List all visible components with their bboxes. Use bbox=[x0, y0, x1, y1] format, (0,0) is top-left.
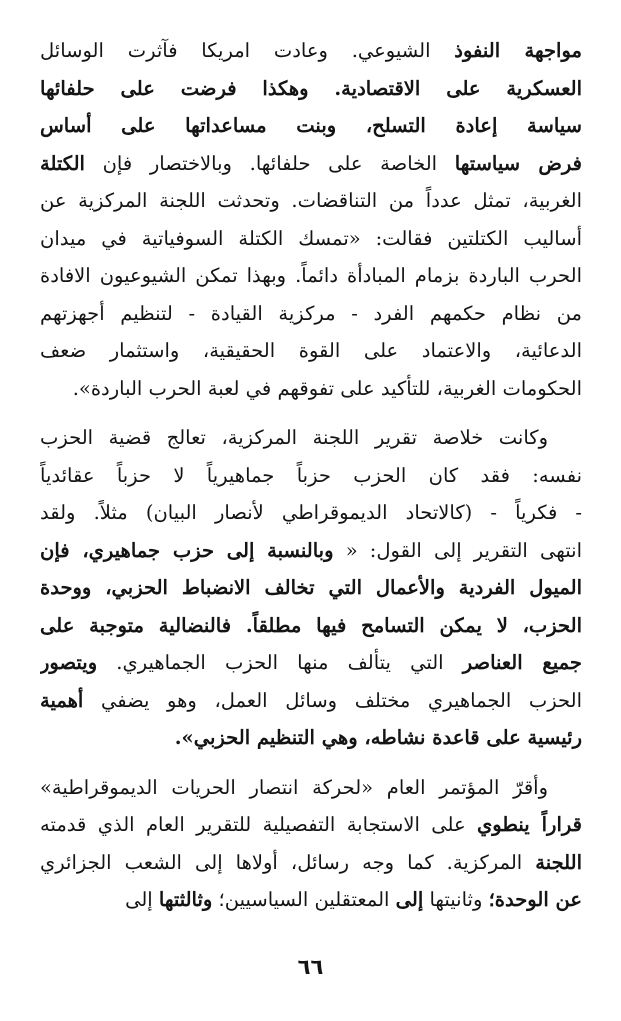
bold-text: قراراً ينطوي bbox=[477, 813, 582, 836]
bold-text: مواجهة النفوذ bbox=[454, 39, 582, 62]
text-line bbox=[40, 844, 582, 882]
body-text: المعتقلين السياسيين؛ bbox=[212, 888, 396, 911]
bold-text: رئيسية على قاعدة نشاطه، وهي التنظيم الحزبي». bbox=[174, 726, 582, 749]
text-line bbox=[40, 257, 582, 295]
document-page bbox=[40, 32, 582, 919]
page-number: ٦٦ bbox=[297, 955, 324, 979]
text-line bbox=[40, 806, 582, 844]
bold-text: عن الوحدة؛ bbox=[488, 888, 582, 911]
text-line bbox=[40, 419, 582, 457]
bold-text: سياسة إعادة التسلح، وبنت مساعداتها على أساس bbox=[40, 114, 582, 137]
paragraph bbox=[40, 419, 582, 757]
body-text: الدعائية، والاعتماد على القوة الحقيقية، واستثمار ضعف bbox=[40, 339, 582, 362]
body-text: وكانت خلاصة تقرير اللجنة المركزية، تعالج قضية الحزب bbox=[40, 426, 548, 449]
text-line bbox=[40, 70, 582, 108]
body-text: نفسه: فقد كان الحزب حزباً جماهيرياً لا حزباً عقائدياً bbox=[40, 463, 582, 487]
bold-text: أهمية bbox=[40, 688, 84, 712]
bold-text: إلى bbox=[395, 888, 424, 911]
body-text: المركزية. كما وجه رسائل، أولاها إلى الشعب الجزائري bbox=[40, 850, 536, 874]
text-body bbox=[40, 32, 582, 919]
text-line bbox=[40, 532, 582, 570]
body-text: إلى bbox=[125, 888, 159, 911]
text-line bbox=[40, 644, 582, 682]
bold-text: وبالنسبة إلى حزب جماهيري، فإن bbox=[40, 538, 334, 562]
text-line bbox=[40, 682, 582, 720]
text-line bbox=[40, 494, 582, 532]
text-line bbox=[40, 370, 582, 408]
bold-text: جميع العناصر bbox=[462, 651, 582, 674]
text-line bbox=[40, 220, 582, 258]
body-text: على الاستجابة التفصيلية للتقرير العام الذي قدمته bbox=[40, 813, 478, 836]
body-text: الخاصة على حلفائها. وبالاختصار فإن bbox=[84, 151, 455, 175]
bold-text: وثالثتها bbox=[158, 888, 213, 911]
text-line bbox=[40, 769, 582, 807]
paragraph bbox=[40, 32, 582, 407]
body-text: وثانيتها bbox=[423, 888, 489, 911]
text-line bbox=[40, 719, 582, 757]
bold-text: الكتلة bbox=[40, 151, 85, 175]
body-text: الغربية، تمثل عدداً من التناقضات. وتحدثت اللجنة المركزية عن bbox=[40, 189, 582, 212]
text-line bbox=[40, 32, 582, 70]
text-line bbox=[40, 569, 582, 607]
text-line bbox=[40, 457, 582, 495]
body-text: وأقرّ المؤتمر العام «لحركة انتصار الحريات الديموقراطية» bbox=[40, 775, 548, 799]
body-text: الحرب الباردة بزمام المبادأة دائماً. وبهذا تمكن الشيوعيون الافادة bbox=[40, 264, 582, 287]
bold-text: اللجنة bbox=[535, 850, 582, 874]
body-text: أساليب الكتلتين فقالت: «تمسك الكتلة السوفياتية في ميدان bbox=[40, 226, 582, 250]
text-line bbox=[40, 332, 582, 370]
body-text: من نظام حكمهم الفرد - مركزية القيادة - لتنظيم أجهزتهم bbox=[40, 301, 582, 325]
text-line bbox=[40, 107, 582, 145]
paragraph bbox=[40, 769, 582, 919]
bold-text: ويتصور bbox=[40, 651, 98, 674]
body-text: انتهى التقرير إلى القول: « bbox=[333, 538, 582, 562]
text-line bbox=[40, 607, 582, 645]
bold-text: فرض سياستها bbox=[454, 151, 582, 175]
text-line bbox=[40, 295, 582, 333]
bold-text: العسكرية على الاقتصادية. وهكذا فرضت على حلفائها bbox=[40, 76, 582, 100]
text-line bbox=[40, 881, 582, 919]
text-line bbox=[40, 182, 582, 220]
body-text: التي يتألف منها الحزب الجماهيري. bbox=[97, 651, 463, 674]
bold-text: الميول الفردية والأعمال التي تخالف الانضباط الحزبي، ووحدة bbox=[40, 576, 582, 599]
body-text: الحزب الجماهيري مختلف وسائل العمل، وهو يضفي bbox=[83, 688, 582, 712]
text-line bbox=[40, 145, 582, 183]
body-text: الحكومات الغربية، للتأكيد على تفوقهم في لعبة الحرب الباردة». bbox=[72, 376, 582, 400]
body-text: - فكرياً - (كالاتحاد الديموقراطي لأنصار البيان) مثلاً. ولقد bbox=[40, 501, 582, 524]
bold-text: الحزب، لا يمكن التسامح فيها مطلقاً. فالنضالية متوجبة على bbox=[40, 613, 582, 637]
body-text: الشيوعي. وعادت امريكا فآثرت الوسائل bbox=[40, 39, 455, 62]
